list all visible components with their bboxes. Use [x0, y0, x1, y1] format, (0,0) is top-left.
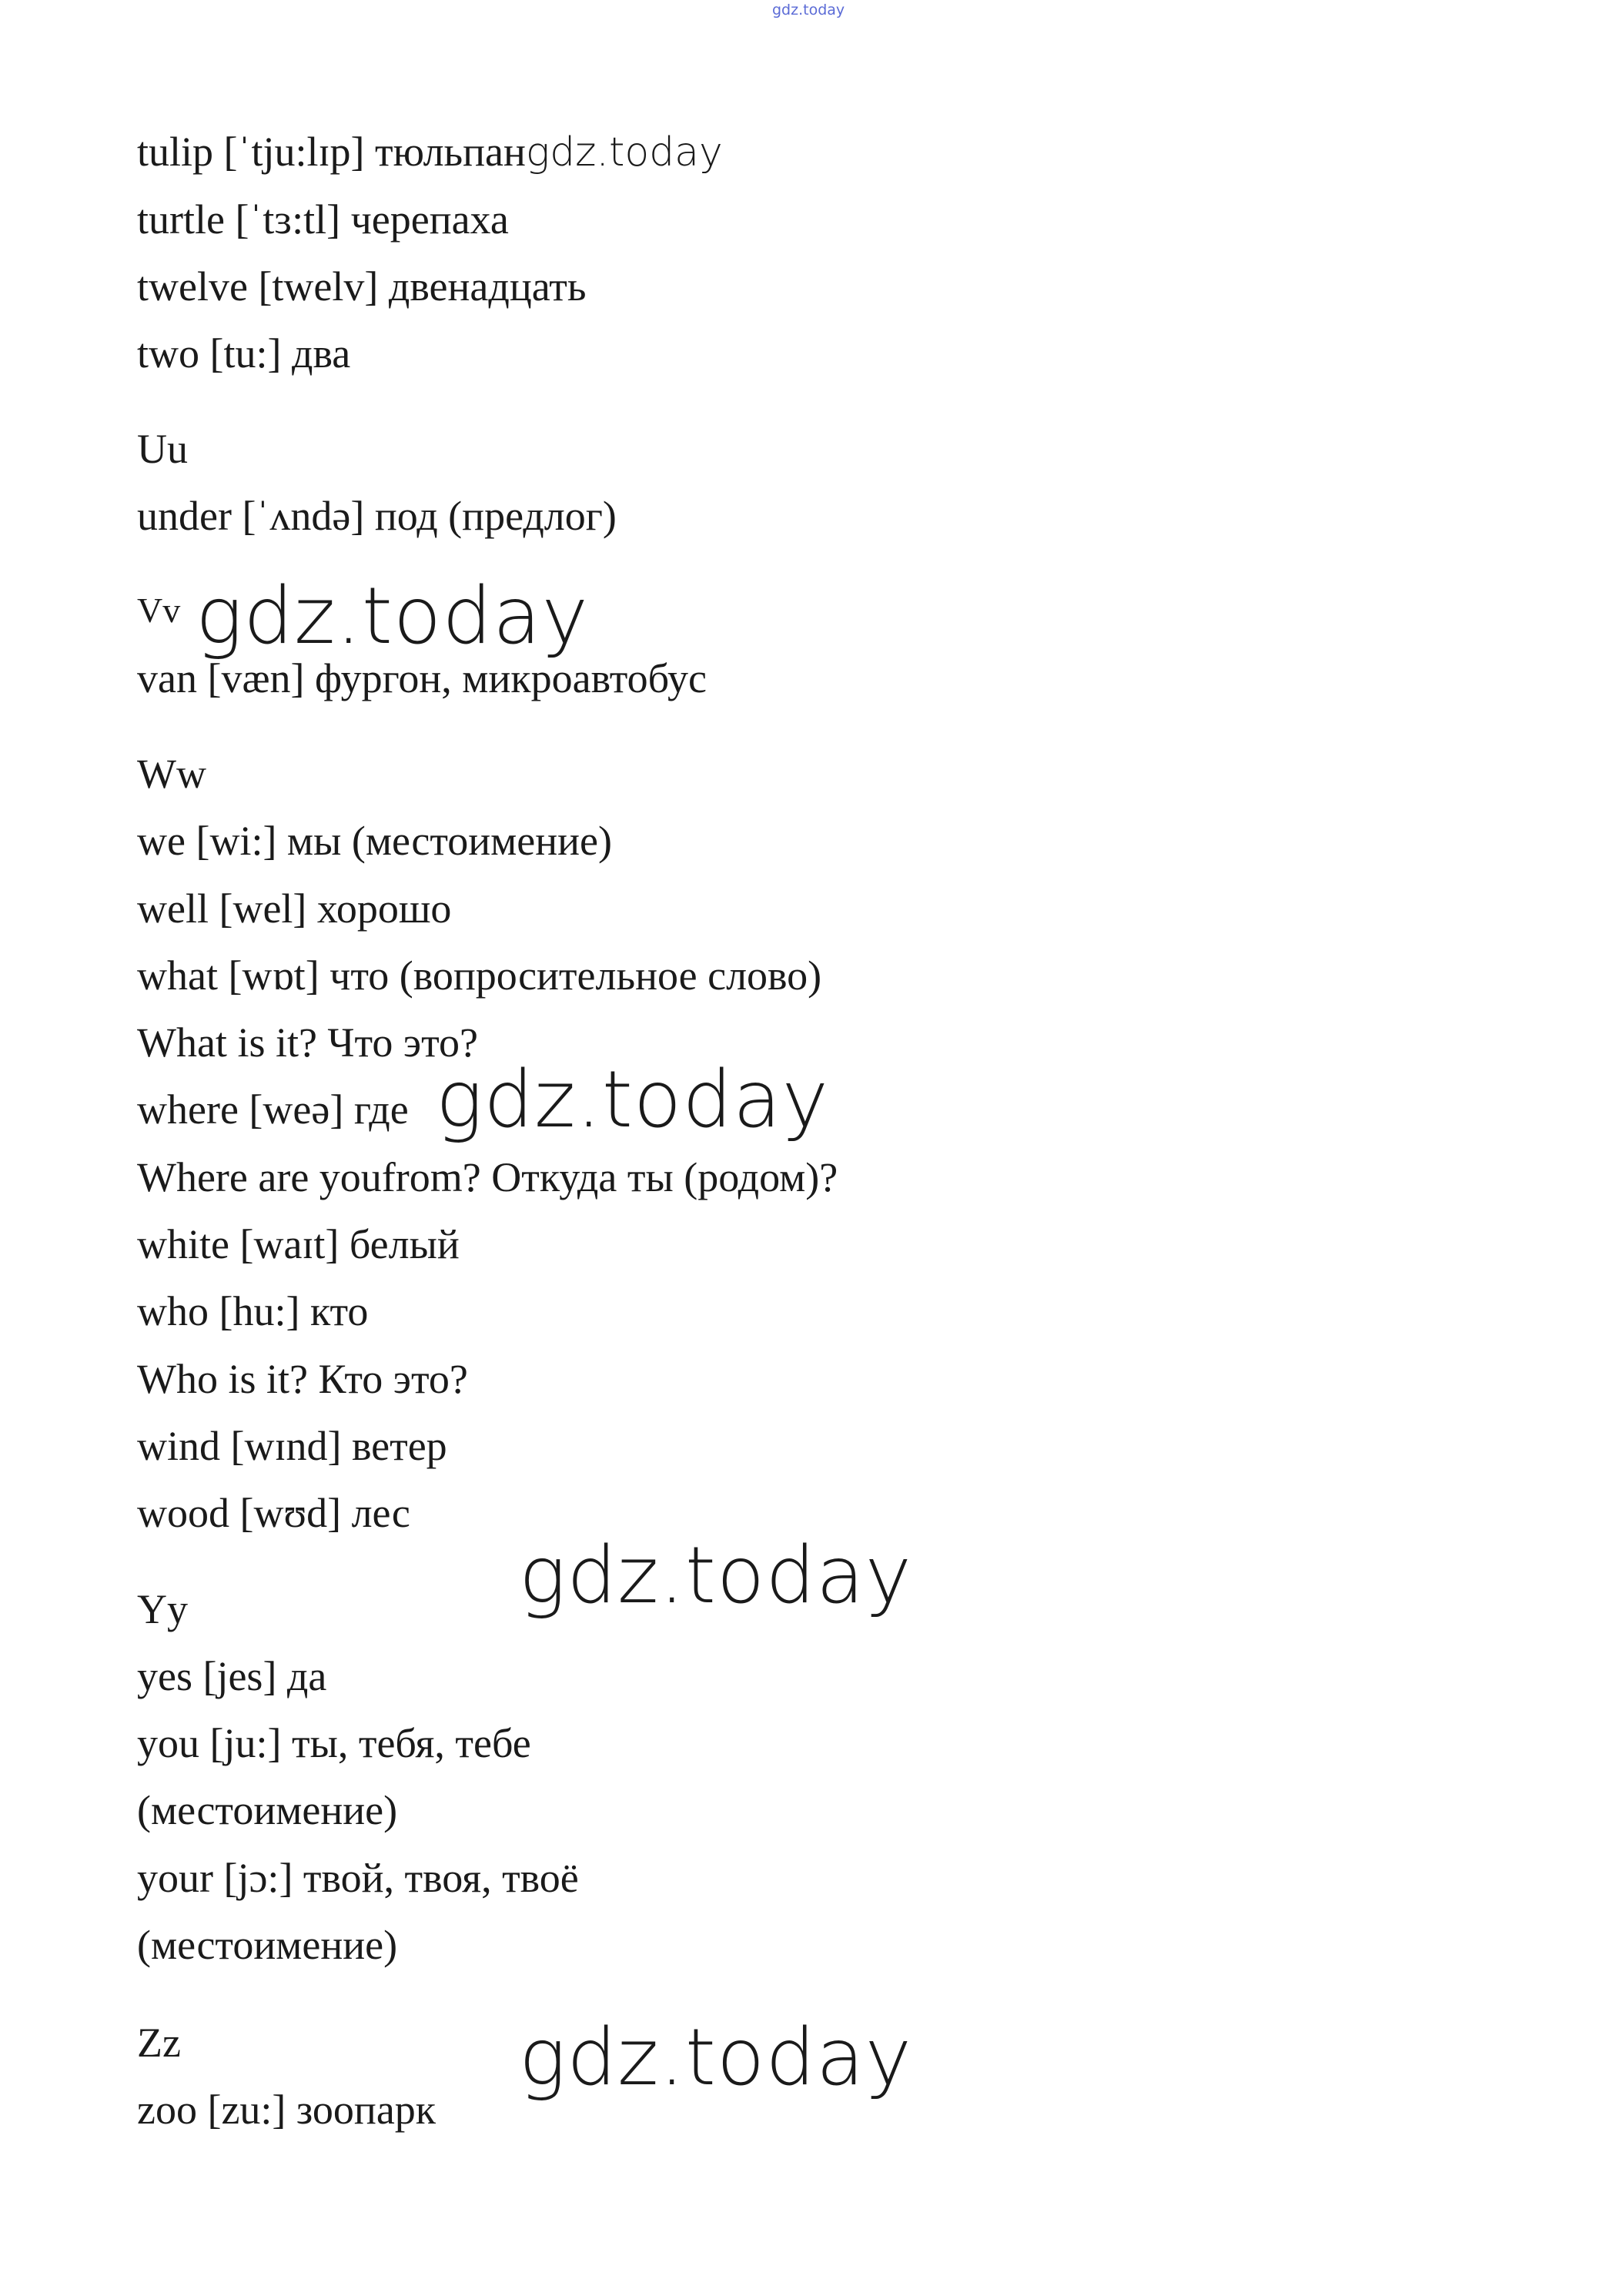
entry-under: under [ˈʌndə] под (предлог) — [137, 493, 617, 539]
entry-well: well [wel] хорошо — [137, 885, 452, 932]
header-watermark: gdz.today — [772, 2, 845, 18]
watermark: gdz.today — [196, 571, 589, 662]
entry-your: your [jɔ:] твой, твоя, твоё — [137, 1855, 579, 1901]
entry-yes: yes [jes] да — [137, 1653, 327, 1699]
entry-who-is-it: Who is it? Кто это? — [137, 1356, 468, 1402]
entry-wind: wind [wɪnd] ветер — [137, 1423, 447, 1469]
entry-zoo: zoo [zu:] зоопарк — [137, 2087, 437, 2133]
entry-your-note: (местоимение) — [137, 1922, 398, 1968]
entry-two: two [tu:] два — [137, 330, 351, 377]
entry-what: what [wɒt] что (вопросительное слово) — [137, 952, 822, 999]
entry-turtle: turtle [ˈtɜ:tl] черепаха — [137, 196, 509, 243]
watermark: gdz.today — [519, 1530, 912, 1622]
entry-tulip — [137, 129, 723, 176]
entry-where-are-you-from: Where are youfrom? Откуда ты (родом)? — [137, 1154, 838, 1200]
entry-you-note: (местоимение) — [137, 1787, 398, 1833]
watermark: gdz.today — [436, 1054, 829, 1146]
letter-heading-w: Ww — [137, 751, 206, 797]
watermark: gdz.today — [519, 2012, 912, 2104]
entry-where: where [weə] где — [137, 1086, 409, 1133]
entry-van: van [væn] фургон, микроавтобус — [137, 655, 707, 701]
entry-twelve: twelve [twelv] двенадцать — [137, 263, 587, 310]
entry-who: who [hu:] кто — [137, 1288, 369, 1334]
entry-white: white [waɪt] белый — [137, 1221, 460, 1267]
entry-we: we [wi:] мы (местоимение) — [137, 818, 612, 864]
letter-heading-y: Yy — [137, 1586, 188, 1632]
letter-heading-v: Vv — [137, 591, 181, 630]
entry-you: you [ju:] ты, тебя, тебе — [137, 1720, 531, 1766]
letter-heading-u: Uu — [137, 426, 188, 472]
entry-what-is-it: What is it? Что это? — [137, 1019, 478, 1066]
watermark-inline: gdz.today — [525, 129, 723, 176]
entry-text: tulip [ˈtju:lɪp] тюльпан — [137, 129, 526, 175]
letter-heading-z: Zz — [137, 2020, 181, 2066]
entry-wood: wood [wʊd] лес — [137, 1490, 410, 1536]
